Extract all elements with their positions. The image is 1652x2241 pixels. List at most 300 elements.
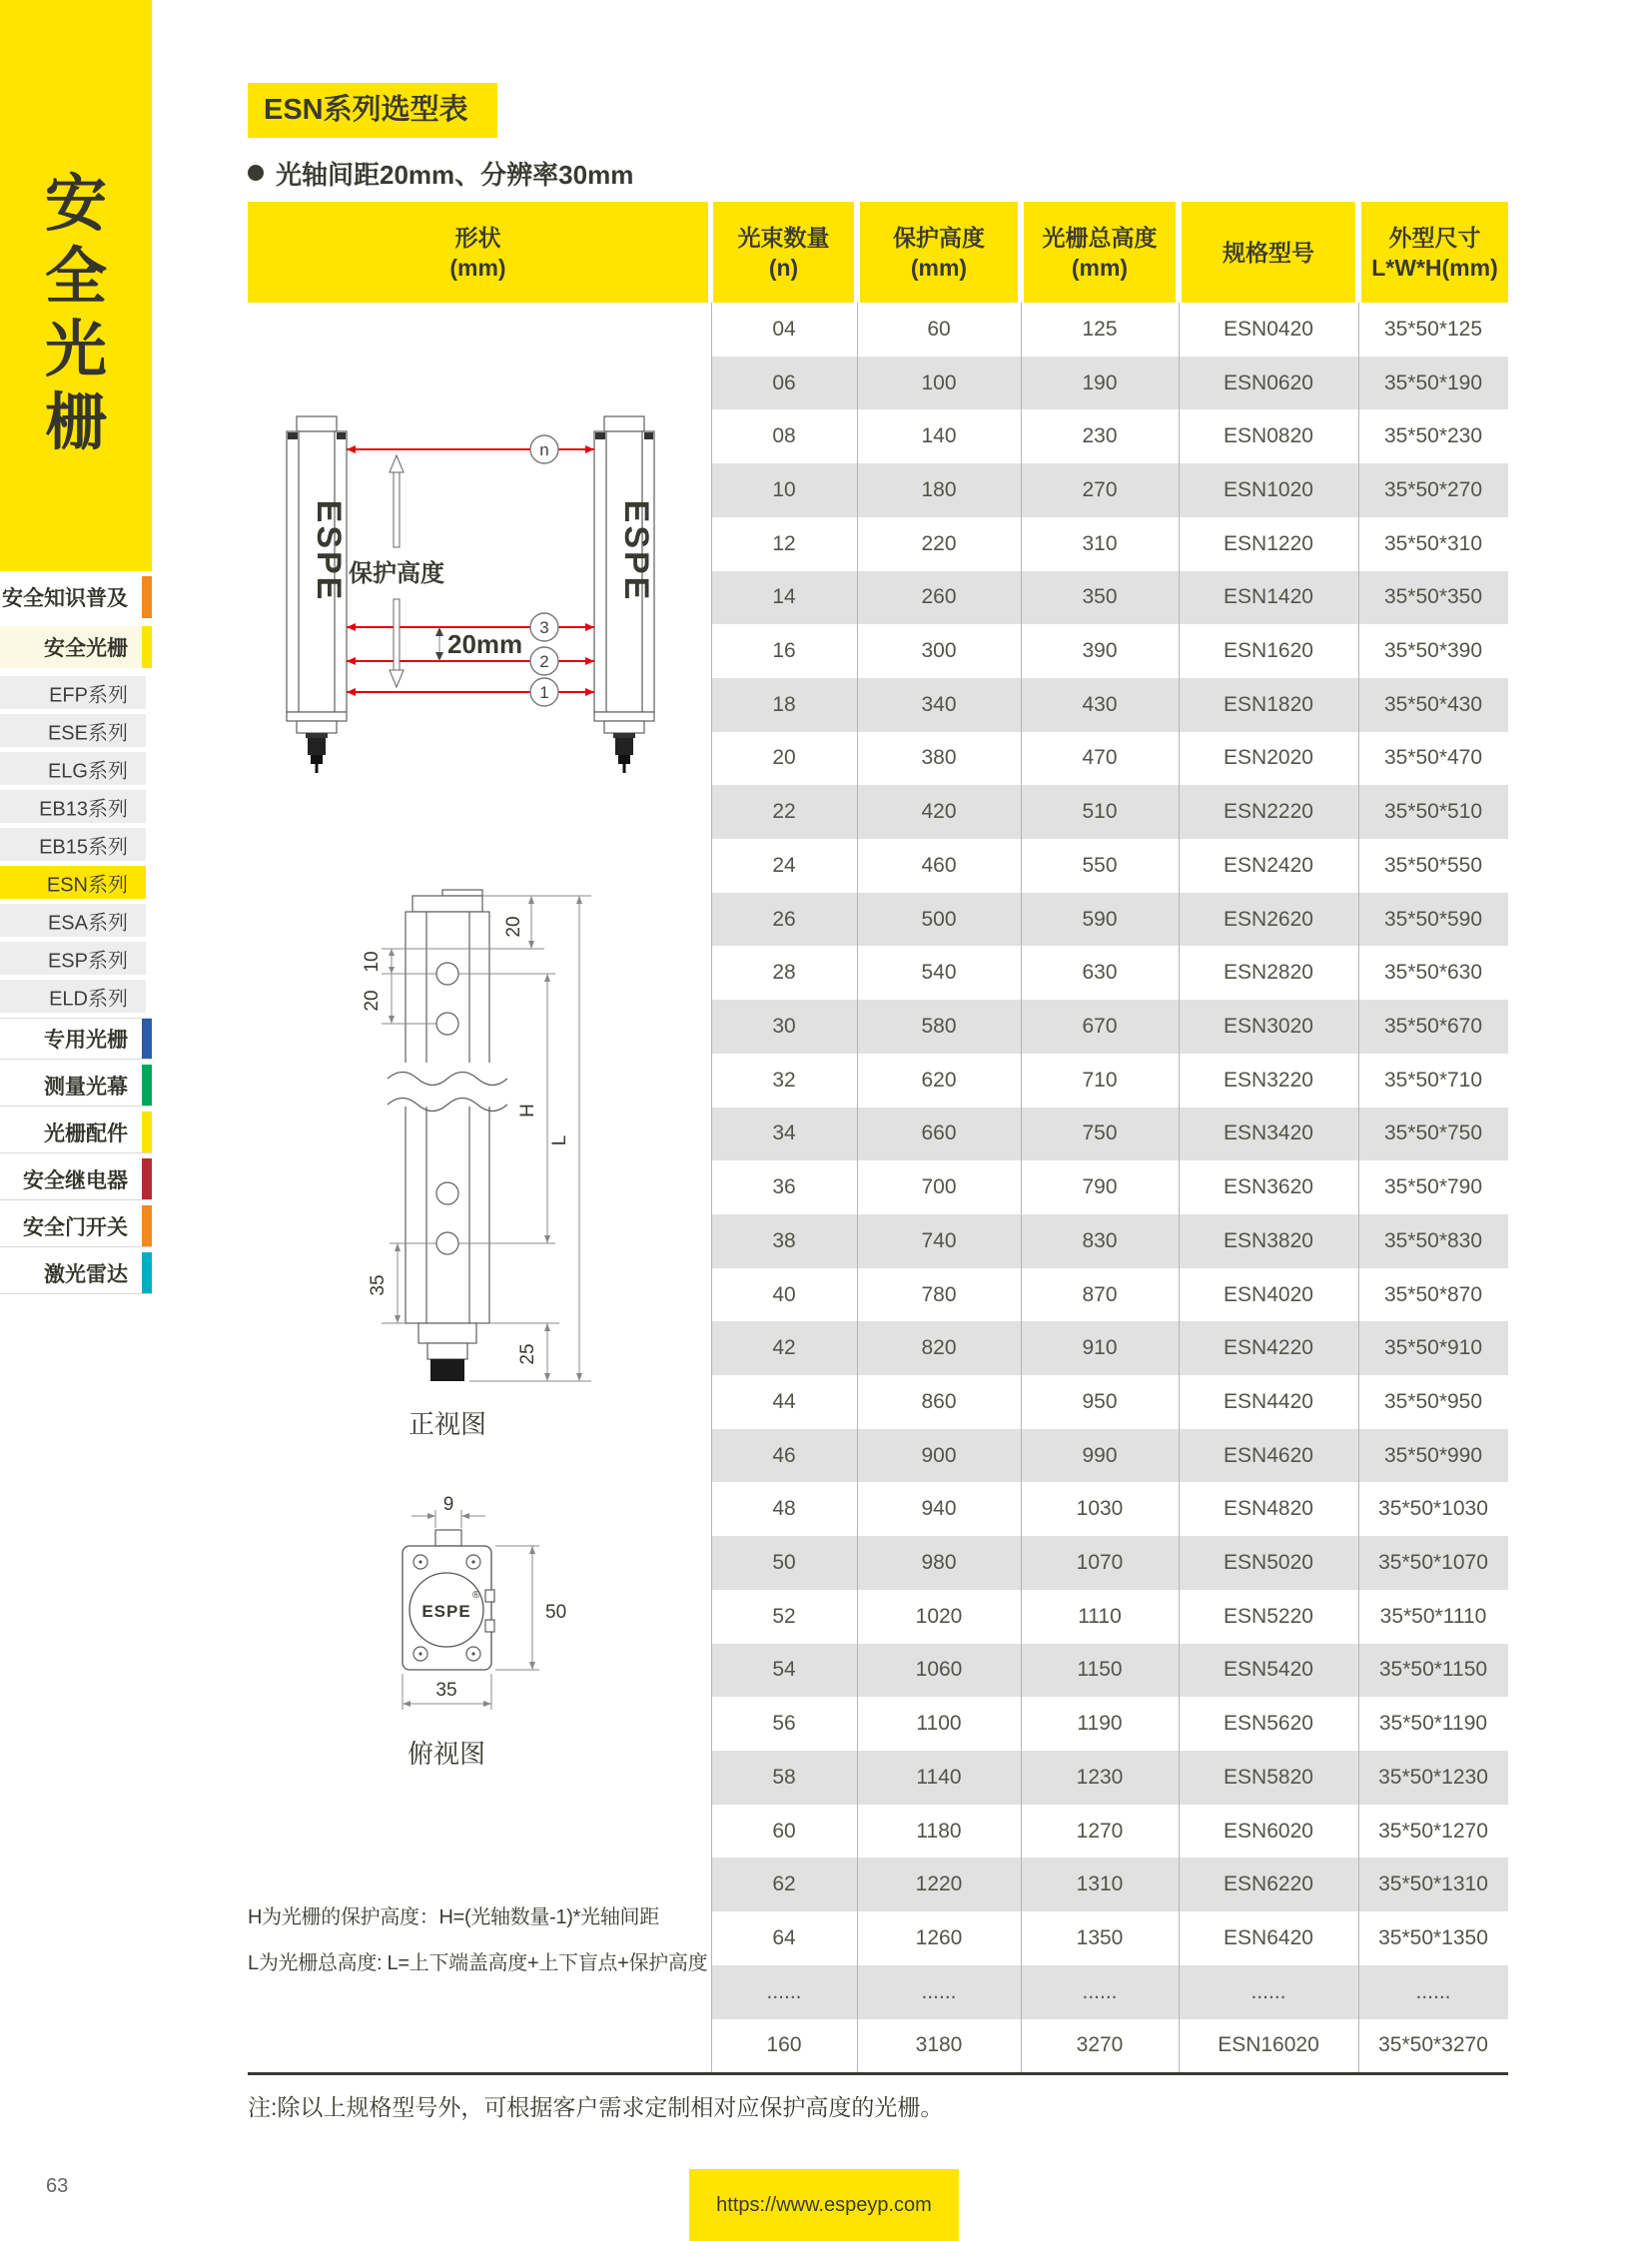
sidebar-item-special-light-curtain[interactable] — [0, 1018, 152, 1060]
table-cell: 35*50*590 — [1383, 907, 1483, 931]
table-cell: ESN0820 — [1224, 424, 1313, 448]
table-cell: 14 — [772, 585, 796, 609]
table-cell: 820 — [921, 1336, 957, 1360]
table-cell: 04 — [772, 317, 796, 341]
table-cell: 100 — [921, 371, 957, 394]
table-row — [711, 2019, 1508, 2073]
table-cell: 550 — [1082, 853, 1118, 877]
table-cell: 08 — [772, 424, 796, 448]
table-cell: 35*50*790 — [1383, 1175, 1483, 1199]
table-cell: 980 — [921, 1551, 957, 1575]
table-cell: ESN3620 — [1224, 1175, 1313, 1199]
sidebar-vertical-title — [0, 168, 152, 459]
table-cell: ESN4620 — [1224, 1443, 1313, 1467]
table-cell: ESN1820 — [1224, 692, 1313, 716]
table-row — [711, 1805, 1508, 1859]
sidebar-item-accent-bar — [142, 626, 152, 668]
sidebar-item-label: ESE系列 — [47, 722, 128, 744]
table-cell: 1220 — [915, 1872, 963, 1896]
table-row — [711, 1482, 1508, 1536]
sidebar-item-eb15-series[interactable] — [0, 828, 152, 861]
header-line: (mm) — [910, 254, 968, 281]
table-cell: 860 — [921, 1389, 957, 1413]
table-cell: 36 — [772, 1175, 796, 1199]
table-cell: 1110 — [1078, 1604, 1122, 1628]
page-number: 63 — [46, 2175, 69, 2197]
table-row — [711, 1697, 1508, 1751]
table-cell: 470 — [1082, 746, 1118, 770]
sidebar-item-label: 安全继电器 — [23, 1168, 128, 1192]
table-cell: 60 — [927, 317, 951, 341]
table-row — [711, 1160, 1508, 1214]
sidebar-banner — [0, 0, 152, 571]
column-header-model — [1182, 202, 1355, 303]
spec-bullet-row — [248, 156, 633, 190]
column-header-total-height — [1024, 202, 1176, 303]
table-cell: 125 — [1082, 317, 1118, 341]
beam-pitch-label: 20mm — [447, 629, 523, 659]
table-cell: ESN3220 — [1224, 1068, 1313, 1092]
table-cell: ESN5420 — [1224, 1658, 1313, 1682]
table-cell: 22 — [772, 800, 796, 824]
table-cell: 24 — [772, 853, 796, 877]
header-line: (mm) — [449, 254, 506, 281]
table-cell: 35*50*870 — [1383, 1282, 1483, 1306]
table-cell: ESN2220 — [1224, 800, 1313, 824]
table-cell: ESN0420 — [1224, 317, 1313, 341]
table-bottom-border — [248, 2072, 1508, 2075]
table-cell: 35*50*670 — [1383, 1014, 1483, 1038]
table-cell: ESN0620 — [1224, 371, 1313, 394]
table-cell: 56 — [772, 1712, 796, 1736]
table-cell: 35*50*1150 — [1378, 1658, 1488, 1682]
svg-text:9: 9 — [442, 1494, 454, 1515]
table-cell: 38 — [772, 1228, 796, 1252]
table-cell: 35*50*3270 — [1378, 2033, 1488, 2057]
table-cell: ESN1620 — [1224, 639, 1313, 663]
table-cell: ESN3020 — [1224, 1014, 1313, 1038]
sidebar-item-label: EB15系列 — [39, 836, 128, 858]
table-cell: ESN5820 — [1224, 1765, 1313, 1789]
espe-logo-text: ESPE — [421, 1602, 471, 1621]
sidebar-item-safety-door-switch[interactable] — [0, 1205, 152, 1247]
header-line: (mm) — [1071, 254, 1129, 281]
table-cell: ESN2420 — [1224, 853, 1313, 877]
table-cell: 1060 — [915, 1658, 963, 1682]
table-cell: ESN1020 — [1224, 477, 1313, 501]
table-row — [711, 409, 1508, 463]
table-cell: 35*50*830 — [1383, 1228, 1483, 1252]
table-cell: 300 — [921, 639, 957, 663]
table-row — [711, 1375, 1508, 1429]
table-cell: 630 — [1082, 961, 1118, 985]
table-row — [711, 1000, 1508, 1054]
table-cell: 590 — [1082, 907, 1118, 931]
svg-text:20: 20 — [362, 990, 383, 1012]
table-cell: 35*50*510 — [1383, 800, 1483, 824]
table-cell: 35*50*1030 — [1378, 1497, 1488, 1521]
svg-text:35: 35 — [435, 1680, 457, 1701]
table-cell: 35*50*390 — [1383, 639, 1483, 663]
table-row — [711, 785, 1508, 839]
sidebar-menu — [0, 576, 152, 1299]
table-row — [711, 1321, 1508, 1375]
vertical-title-char: 全 — [44, 243, 107, 312]
table-row — [711, 571, 1508, 625]
table-cell: 35*50*470 — [1383, 746, 1483, 770]
sidebar-item-label: ELG系列 — [47, 760, 128, 782]
header-line: 规格型号 — [1223, 239, 1314, 266]
table-cell: 1230 — [1076, 1765, 1124, 1789]
website-footer — [689, 2169, 959, 2241]
note-total-height-formula: L为光栅总高度: L=上下端盖高度+上下盲点+保护高度 — [248, 1952, 708, 1974]
table-cell: ESN4020 — [1224, 1282, 1313, 1306]
sidebar-item-label: EB13系列 — [39, 798, 128, 820]
table-cell: 35*50*1110 — [1379, 1604, 1487, 1628]
table-row — [711, 1214, 1508, 1268]
sidebar-item-accent-bar — [142, 1252, 152, 1293]
sidebar-item-label: 安全门开关 — [23, 1215, 128, 1239]
espe-logo-text: ESPE — [310, 499, 348, 603]
sidebar-item-ese-series[interactable] — [0, 714, 152, 747]
table-cell: 1180 — [916, 1819, 962, 1843]
svg-text:3: 3 — [539, 618, 549, 637]
svg-text:L: L — [549, 1134, 570, 1146]
beam-schematic-drawing — [260, 399, 699, 789]
website-link[interactable]: https://www.espeyp.com — [716, 2194, 932, 2216]
table-cell: 35*50*270 — [1383, 477, 1483, 501]
table-row — [711, 463, 1508, 517]
table-cell: 46 — [772, 1443, 796, 1467]
table-row — [711, 946, 1508, 1000]
table-cell: 430 — [1082, 692, 1118, 716]
sidebar-item-label: 安全光栅 — [44, 637, 128, 660]
table-cell: 780 — [921, 1282, 957, 1306]
table-row — [711, 517, 1508, 571]
table-cell: 870 — [1082, 1282, 1118, 1306]
sidebar-item-efp-series[interactable] — [0, 676, 152, 709]
table-cell: 10 — [772, 477, 796, 501]
table-cell: 32 — [772, 1068, 796, 1092]
table-cell: 1270 — [1076, 1819, 1124, 1843]
table-cell: 1030 — [1076, 1497, 1124, 1521]
svg-text:n: n — [539, 440, 549, 459]
svg-text:2: 2 — [539, 652, 549, 671]
table-cell: ...... — [1082, 1979, 1118, 2003]
top-view-drawing — [370, 1494, 619, 1798]
column-header-protection-height — [860, 202, 1018, 303]
table-cell: 35*50*310 — [1383, 531, 1483, 555]
table-cell: 58 — [772, 1765, 796, 1789]
table-row — [711, 1054, 1508, 1108]
shape-diagrams — [248, 303, 711, 2072]
svg-text:25: 25 — [517, 1343, 538, 1365]
table-body — [711, 303, 1508, 2072]
column-divider — [1179, 303, 1180, 2072]
sidebar-item-safety-knowledge[interactable] — [0, 576, 152, 618]
table-cell: 42 — [772, 1336, 796, 1360]
table-cell: 26 — [772, 907, 796, 931]
table-cell: 35*50*230 — [1383, 424, 1483, 448]
table-cell: ESN5020 — [1224, 1551, 1313, 1575]
table-row — [711, 357, 1508, 410]
header-line: 外型尺寸 — [1388, 224, 1481, 251]
sidebar-item-esp-series[interactable] — [0, 942, 152, 975]
table-cell: ESN1220 — [1224, 531, 1313, 555]
front-view-drawing — [362, 889, 659, 1448]
table-cell: ESN3420 — [1224, 1121, 1313, 1145]
table-row — [711, 1751, 1508, 1805]
table-cell: 60 — [772, 1819, 796, 1843]
table-cell: ...... — [766, 1979, 802, 2003]
table-cell: 62 — [772, 1872, 796, 1896]
table-row — [711, 1911, 1508, 1965]
table-cell: 1150 — [1077, 1658, 1123, 1682]
table-cell: ...... — [1250, 1979, 1286, 2003]
header-line: 光栅总高度 — [1042, 224, 1158, 251]
table-row — [711, 1536, 1508, 1590]
table-cell: 18 — [772, 692, 796, 716]
table-cell: 790 — [1082, 1175, 1118, 1199]
table-cell: 1350 — [1076, 1925, 1124, 1949]
table-cell: 35*50*1270 — [1378, 1819, 1488, 1843]
sidebar-item-label: 测量光幕 — [44, 1075, 128, 1099]
table-cell: 54 — [772, 1658, 796, 1682]
table-cell: ...... — [921, 1979, 957, 2003]
svg-text:35: 35 — [368, 1274, 389, 1296]
table-row — [711, 624, 1508, 678]
sidebar-item-label: 安全知识普及 — [2, 587, 128, 610]
table-cell: 3270 — [1076, 2033, 1124, 2057]
table-cell: 380 — [921, 746, 957, 770]
bullet-icon — [248, 165, 264, 181]
table-cell: ESN5220 — [1224, 1604, 1313, 1628]
table-cell: 35*50*1070 — [1378, 1551, 1488, 1575]
sidebar-item-safety-relay[interactable] — [0, 1158, 152, 1200]
table-row — [711, 678, 1508, 732]
vertical-title-char: 栅 — [44, 388, 107, 457]
sidebar-item-eb13-series[interactable] — [0, 790, 152, 823]
note-protection-height-formula: H为光栅的保护高度：H=(光轴数量-1)*光轴间距 — [248, 1906, 659, 1928]
sidebar-item-safety-light-curtain[interactable] — [0, 626, 152, 668]
table-row — [711, 1858, 1508, 1911]
top-view-caption: 俯视图 — [407, 1739, 486, 1769]
sidebar-item-eld-series[interactable] — [0, 980, 152, 1013]
sidebar-item-accent-bar — [142, 1158, 152, 1199]
sidebar-item-laser-radar[interactable] — [0, 1252, 152, 1294]
table-cell: 260 — [921, 585, 957, 609]
table-cell: ESN2820 — [1224, 961, 1313, 985]
table-cell: 16 — [772, 639, 796, 663]
svg-text:20: 20 — [503, 916, 524, 938]
table-cell: 35*50*950 — [1383, 1389, 1483, 1413]
column-header-shape — [248, 202, 708, 303]
table-cell: ESN6020 — [1224, 1819, 1313, 1843]
sidebar-item-accent-bar — [142, 576, 152, 618]
header-line: 保护高度 — [893, 224, 985, 251]
table-cell: 1070 — [1076, 1551, 1124, 1575]
svg-text:50: 50 — [545, 1602, 567, 1623]
table-cell: ESN5620 — [1224, 1712, 1313, 1736]
table-cell: 620 — [921, 1068, 957, 1092]
header-line: 形状 — [454, 224, 501, 251]
table-cell: 180 — [921, 477, 957, 501]
table-cell: ESN2620 — [1224, 907, 1313, 931]
table-cell: ...... — [1415, 1979, 1451, 2003]
table-row — [711, 1429, 1508, 1483]
table-cell: 50 — [772, 1551, 796, 1575]
sidebar-item-accent-bar — [142, 1019, 152, 1059]
table-row — [711, 1965, 1508, 2019]
sidebar-item-label: 光栅配件 — [44, 1121, 128, 1145]
table-cell: 910 — [1082, 1336, 1118, 1360]
table-row — [711, 1590, 1508, 1644]
table-cell: 48 — [772, 1497, 796, 1521]
svg-text:H: H — [517, 1104, 538, 1118]
table-cell: 35*50*710 — [1383, 1068, 1483, 1092]
sidebar-item-label: EFP系列 — [49, 684, 128, 706]
table-cell: 35*50*990 — [1383, 1443, 1483, 1467]
table-cell: 35*50*1310 — [1378, 1872, 1488, 1896]
table-cell: 950 — [1082, 1389, 1118, 1413]
table-cell: 190 — [1082, 371, 1118, 394]
table-cell: 1020 — [915, 1604, 963, 1628]
column-header-dimensions — [1361, 202, 1508, 303]
sidebar-item-label: ELD系列 — [49, 988, 128, 1010]
sidebar-item-label: ESP系列 — [47, 950, 128, 972]
column-divider — [1358, 303, 1359, 2072]
table-cell: 1310 — [1076, 1872, 1124, 1896]
table-cell: 830 — [1082, 1228, 1118, 1252]
table-cell: 1260 — [915, 1925, 963, 1949]
table-row — [711, 1644, 1508, 1698]
table-cell: 1140 — [916, 1765, 962, 1789]
column-header-beam-count — [713, 202, 854, 303]
table-cell: 35*50*1350 — [1378, 1925, 1488, 1949]
table-cell: 310 — [1082, 531, 1118, 555]
table-cell: 500 — [921, 907, 957, 931]
table-cell: 35*50*750 — [1383, 1121, 1483, 1145]
sidebar-item-label: ESN系列 — [46, 874, 128, 896]
table-cell: 28 — [772, 961, 796, 985]
spec-bullet-text: 光轴间距20mm、分辨率30mm — [276, 159, 634, 190]
table-cell: ESN4420 — [1224, 1389, 1313, 1413]
table-cell: 160 — [766, 2033, 802, 2057]
table-cell: ESN4220 — [1224, 1336, 1313, 1360]
table-row — [711, 732, 1508, 786]
table-cell: 580 — [921, 1014, 957, 1038]
table-row — [711, 839, 1508, 893]
header-line: L*W*H(mm) — [1371, 254, 1498, 281]
table-cell: 990 — [1082, 1443, 1118, 1467]
sidebar-item-accent-bar — [142, 1065, 152, 1106]
table-cell: 35*50*190 — [1383, 371, 1483, 394]
sidebar-item-label: 激光雷达 — [44, 1262, 128, 1286]
table-cell: 30 — [772, 1014, 796, 1038]
custom-order-footnote: 注:除以上规格型号外，可根据客户需求定制相对应保护高度的光栅。 — [248, 2094, 944, 2120]
table-cell: 750 — [1082, 1121, 1118, 1145]
table-cell: 3180 — [915, 2033, 963, 2057]
table-row — [711, 1268, 1508, 1322]
table-cell: 540 — [921, 961, 957, 985]
table-cell: 420 — [921, 800, 957, 824]
table-cell: 740 — [921, 1228, 957, 1252]
table-cell: 1100 — [916, 1712, 962, 1736]
table-cell: ESN16020 — [1218, 2033, 1319, 2057]
table-cell: 710 — [1082, 1068, 1118, 1092]
front-view-caption: 正视图 — [408, 1409, 487, 1439]
table-cell: 52 — [772, 1604, 796, 1628]
table-cell: 44 — [772, 1389, 796, 1413]
column-divider — [857, 303, 858, 2072]
table-cell: 270 — [1082, 477, 1118, 501]
table-cell: 1190 — [1077, 1712, 1123, 1736]
vertical-title-char: 安 — [44, 170, 107, 239]
table-cell: ESN1420 — [1224, 585, 1313, 609]
table-cell: 700 — [921, 1175, 957, 1199]
table-cell: 20 — [772, 746, 796, 770]
sidebar-item-elg-series[interactable] — [0, 752, 152, 785]
table-cell: 220 — [921, 531, 957, 555]
column-divider — [711, 303, 712, 2072]
table-cell: 350 — [1082, 585, 1118, 609]
table-cell: 900 — [921, 1443, 957, 1467]
table-cell: 35*50*910 — [1383, 1336, 1483, 1360]
table-cell: 12 — [772, 531, 796, 555]
table-cell: ESN4820 — [1224, 1497, 1313, 1521]
table-cell: ESN6220 — [1224, 1872, 1313, 1896]
table-cell: 35*50*430 — [1383, 692, 1483, 716]
table-cell: ESN2020 — [1224, 746, 1313, 770]
table-cell: 35*50*550 — [1383, 853, 1483, 877]
table-cell: 510 — [1082, 800, 1118, 824]
table-cell: 35*50*350 — [1383, 585, 1483, 609]
table-cell: 35*50*125 — [1383, 317, 1483, 341]
sidebar-item-accent-bar — [142, 1112, 152, 1152]
table-cell: ESN6420 — [1224, 1925, 1313, 1949]
espe-logo-text: ESPE — [617, 499, 655, 603]
sidebar-item-esn-series[interactable] — [0, 866, 152, 899]
table-cell: 340 — [921, 692, 957, 716]
sidebar-item-label: ESA系列 — [47, 912, 128, 934]
table-cell: 140 — [921, 424, 957, 448]
table-cell: 06 — [772, 371, 796, 394]
protection-height-label: 保护高度 — [349, 560, 444, 587]
table-cell: 35*50*630 — [1383, 961, 1483, 985]
table-cell: 670 — [1082, 1014, 1118, 1038]
table-row — [711, 893, 1508, 947]
sidebar-item-accent-bar — [142, 1205, 152, 1246]
table-cell: 64 — [772, 1925, 796, 1949]
svg-text:10: 10 — [362, 951, 383, 973]
sidebar-item-esa-series[interactable] — [0, 904, 152, 937]
sidebar-item-measuring-light-curtain[interactable] — [0, 1065, 152, 1107]
table-cell: 940 — [921, 1497, 957, 1521]
table-cell: 35*50*1230 — [1378, 1765, 1488, 1789]
section-title: ESN系列选型表 — [248, 83, 497, 138]
registered-mark: ® — [472, 1590, 480, 1601]
table-cell: 230 — [1082, 424, 1118, 448]
table-cell: 660 — [921, 1121, 957, 1145]
table-cell: ESN3820 — [1224, 1228, 1313, 1252]
table-cell: 390 — [1082, 639, 1118, 663]
table-cell: 35*50*1190 — [1378, 1712, 1488, 1736]
table-cell: 460 — [921, 853, 957, 877]
beam-number-badges — [530, 435, 558, 706]
svg-text:1: 1 — [539, 683, 549, 702]
sidebar-item-light-curtain-accessories[interactable] — [0, 1112, 152, 1153]
column-divider — [1021, 303, 1022, 2072]
